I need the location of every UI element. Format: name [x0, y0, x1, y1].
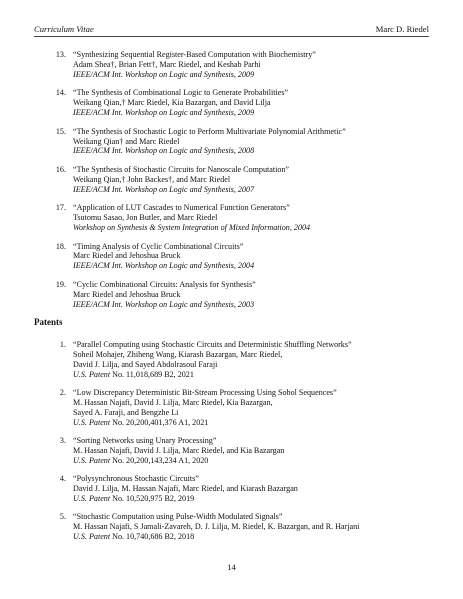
entry-authors: Weikang Qian,† Marc Riedel, Kia Bazargan, and David Lilja: [73, 98, 271, 108]
entry-number: 15.: [55, 126, 66, 136]
entry-authors: David J. Lilja, M. Hassan Najafi, Marc Riedel, and Kiarash Bazargan: [73, 484, 298, 494]
entry-number: 4.: [59, 474, 66, 484]
entry-number: 14.: [55, 88, 66, 98]
entry-venue-number: No. 20,200,401,376 A1, 2021: [110, 417, 209, 427]
entry-number: 19.: [55, 279, 66, 289]
publication-entry: [40, 242, 430, 272]
publication-entry: [40, 165, 430, 195]
entry-authors: Tsutomu Sasao, Jon Butler, and Marc Riedel: [73, 213, 218, 223]
entry-authors: David J. Lilja, and Sayed Abdolrasoul Faraji: [73, 359, 218, 369]
entry-venue-label: U.S. Patent: [73, 493, 111, 503]
entry-authors: M. Hassan Najafi, David J. Lilja, Marc Riedel, Kia Bazargan,: [73, 397, 273, 407]
publication-entry: [40, 88, 430, 118]
entry-authors: Weikang Qian† and Marc Riedel: [73, 136, 180, 146]
entry-number: 2.: [59, 388, 66, 398]
patent-entry: [40, 388, 440, 428]
entry-title: “The Synthesis of Stochastic Logic to Perform Multivariate Polynomial Arithmetic”: [73, 126, 346, 136]
entry-title: “Timing Analysis of Cyclic Combinational Circuits”: [73, 241, 244, 251]
page-number: 14: [227, 562, 236, 572]
entry-venue: IEEE/ACM Int. Workshop on Logic and Synthesis, 2008: [73, 146, 255, 156]
publication-entry: [40, 203, 430, 233]
entry-authors: Marc Riedel and Jehoshua Bruck: [73, 251, 181, 261]
patent-entry: [40, 512, 440, 542]
entry-authors: Marc Riedel and Jehoshua Bruck: [73, 289, 181, 299]
entry-authors: M. Hassan Najafi, S Jamali-Zavareh, D. J. Lilja, M. Riedel, K. Bazargan, and R. Harjani: [73, 522, 360, 532]
entry-number: 5.: [59, 512, 66, 522]
entry-venue: IEEE/ACM Int. Workshop on Logic and Synthesis, 2007: [73, 184, 255, 194]
entry-venue-label: U.S. Patent: [73, 532, 111, 542]
entry-venue-label: U.S. Patent: [73, 417, 111, 427]
entry-title: “Synthesizing Sequential Register-Based Computation with Biochemistry”: [73, 50, 316, 59]
entry-venue: IEEE/ACM Int. Workshop on Logic and Synthesis, 2003: [73, 299, 255, 309]
entry-authors: Soheil Mohajer, Zhiheng Wang, Kiarash Bazargan, Marc Riedel,: [73, 349, 283, 359]
entry-venue-number: No. 10,740,686 B2, 2018: [110, 532, 195, 542]
patents-heading: Patents: [34, 317, 63, 327]
entry-title: “Cyclic Combinational Circuits: Analysis for Synthesis”: [73, 279, 256, 289]
page-header: [34, 24, 429, 37]
patent-entry: [40, 474, 440, 504]
entry-venue-number: No. 11,018,689 B2, 2021: [110, 369, 194, 379]
entry-title: “Application of LUT Cascades to Numerical Function Generators”: [73, 203, 290, 213]
patent-list: [40, 340, 440, 550]
entry-number: 16.: [55, 164, 66, 174]
entry-venue-number: No. 10,520,975 B2, 2019: [110, 493, 195, 503]
publication-list: [40, 50, 430, 318]
entry-number: 13.: [55, 50, 66, 59]
entry-venue-number: No. 20,200,143,234 A1, 2020: [110, 455, 209, 465]
entry-number: 1.: [59, 340, 66, 349]
entry-number: 17.: [55, 203, 66, 213]
patent-entry: [40, 340, 440, 380]
entry-number: 3.: [59, 436, 66, 446]
entry-title: “Sorting Networks using Unary Processing”: [73, 436, 217, 446]
entry-title: “Parallel Computing using Stochastic Circuits and Deterministic Shuffling Networks”: [73, 340, 352, 349]
patent-entry: [40, 436, 440, 466]
entry-venue: IEEE/ACM Int. Workshop on Logic and Synthesis, 2009: [73, 69, 255, 79]
entry-authors: Sayed A. Faraji, and Bengzhe Li: [73, 407, 179, 417]
publication-entry: [40, 50, 430, 80]
entry-title: “Low Discrepancy Deterministic Bit-Stream Processing Using Sobol Sequences”: [73, 388, 337, 398]
entry-venue-label: U.S. Patent: [73, 369, 111, 379]
entry-authors: Adam Shea†, Brian Fett†, Marc Riedel, and Keshab Parhi: [73, 59, 261, 69]
entry-venue-label: U.S. Patent: [73, 455, 111, 465]
entry-venue: IEEE/ACM Int. Workshop on Logic and Synthesis, 2009: [73, 108, 255, 118]
entry-title: “The Synthesis of Stochastic Circuits for Nanoscale Computation”: [73, 164, 290, 174]
entry-number: 18.: [55, 241, 66, 251]
header-author: Marc D. Riedel: [375, 24, 429, 34]
publication-entry: [40, 127, 430, 157]
publication-entry: [40, 280, 430, 310]
entry-title: “Polysynchronous Stochastic Circuits”: [73, 474, 199, 484]
entry-authors: M. Hassan Najafi, David J. Lilja, Marc Riedel, and Kia Bazargan: [73, 445, 285, 455]
entry-venue: IEEE/ACM Int. Workshop on Logic and Synthesis, 2004: [73, 261, 255, 271]
entry-title: “Stochastic Computation using Pulse-Width Modulated Signals”: [73, 512, 283, 522]
entry-venue: Workshop on Synthesis & System Integration of Mixed Information, 2004: [73, 223, 311, 233]
entry-authors: Weikang Qian,† John Backes†, and Marc Riedel: [73, 174, 231, 184]
entry-title: “The Synthesis of Combinational Logic to Generate Probabilities”: [73, 88, 289, 98]
header-title: Curriculum Vitae: [34, 24, 94, 34]
